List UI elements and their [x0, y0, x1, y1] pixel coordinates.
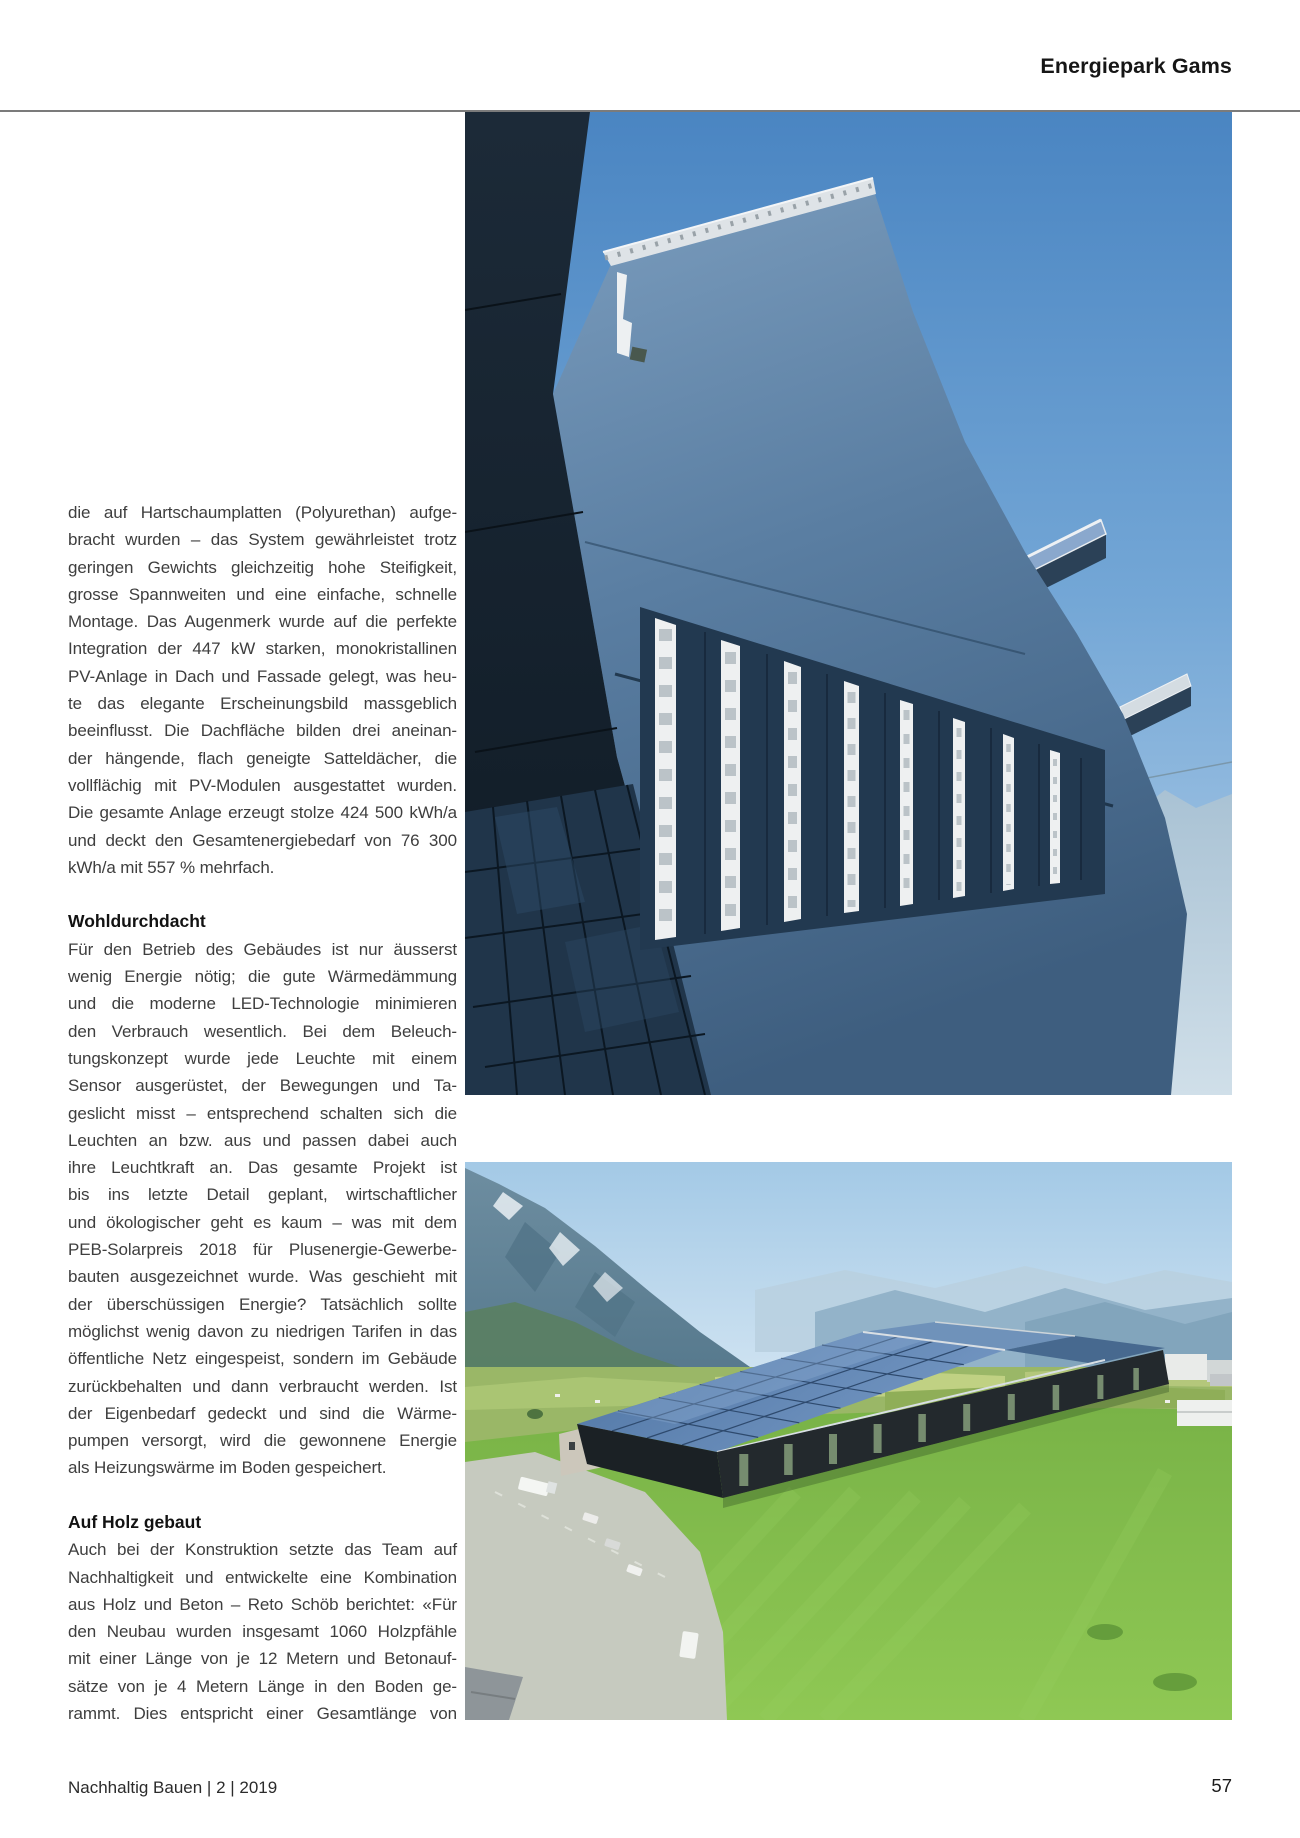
footer-page-number: 57 [1211, 1775, 1232, 1796]
text-line: Für den Betrieb des Gebäudes ist nur äusserst [68, 939, 457, 959]
wohldurchdacht-paragraph [68, 936, 457, 1482]
text-line: Integration der 447 kW starken, monokristallinen [68, 639, 457, 659]
text-line: mit einer Länge von je 12 Metern und Betonauf- [68, 1649, 457, 1669]
text-line: und deckt den Gesamtenergiebedarf von 76 300 [68, 830, 457, 850]
text-line: pumpen versorgt, wird die gewonnene Energie [68, 1431, 457, 1451]
text-line: kWh/a mit 557 % mehrfach. [68, 857, 275, 877]
text-line: vollflächig mit PV-Modulen ausgestattet wurden. [68, 775, 457, 795]
page-title: Energiepark Gams [1040, 54, 1232, 78]
text-line: wenig Energie nötig; die gute Wärmedämmung [68, 967, 457, 987]
facade-photo-illustration [465, 112, 1232, 1095]
footer-magazine: Nachhaltig Bauen | 2 | 2019 [68, 1778, 278, 1797]
text-line: bracht wurden – das System gewährleistet trotz [68, 530, 457, 550]
text-line: ihre Leuchtkraft an. Das gesamte Projekt ist [68, 1158, 457, 1178]
text-line: beeinflusst. Die Dachfläche bilden drei aneinan- [68, 721, 457, 741]
text-line: PV-Anlage in Dach und Fassade gelegt, was heu- [68, 666, 457, 686]
text-line: der Eigenbedarf gedeckt und sind die Wärme- [68, 1403, 457, 1423]
text-line: Montage. Das Augenmerk wurde auf die perfekte [68, 612, 457, 632]
section-heading-auf-holz-gebaut: Auf Holz gebaut [68, 1511, 202, 1532]
intro-paragraph [68, 499, 457, 881]
aerial-photo [465, 1162, 1232, 1720]
text-line: der hängende, flach geneigte Satteldächer, die [68, 748, 457, 768]
section-heading-wohldurchdacht: Wohldurchdacht [68, 911, 206, 932]
text-line: Nachhaltigkeit und entwickelte eine Kombination [68, 1567, 457, 1587]
text-line: bis ins letzte Detail geplant, wirtschaftlicher [68, 1185, 457, 1205]
text-line: den Neubau wurden insgesamt 1060 Holzpfähle [68, 1622, 457, 1642]
text-line: möglichst wenig davon zu niedrigen Tarifen in das [68, 1321, 457, 1341]
article-text-column [68, 499, 457, 1727]
text-line: rammt. Dies entspricht einer Gesamtlänge von [68, 1704, 457, 1724]
auf-holz-gebaut-paragraph [68, 1536, 457, 1727]
text-line: sätze von je 4 Metern Länge in den Boden ge- [68, 1676, 457, 1696]
text-line: Sensor ausgerüstet, der Bewegungen und Ta- [68, 1076, 457, 1096]
text-line: Die gesamte Anlage erzeugt stolze 424 500 kWh/a [68, 803, 457, 823]
text-line: grosse Spannweiten und eine einfache, schnelle [68, 584, 457, 604]
text-line: PEB-Solarpreis 2018 für Plusenergie-Gewerbe- [68, 1240, 457, 1260]
text-line: den Verbrauch wesentlich. Bei dem Beleuch- [68, 1021, 457, 1041]
text-line: als Heizungswärme im Boden gespeichert. [68, 1458, 387, 1478]
text-line: und die moderne LED-Technologie minimieren [68, 994, 457, 1014]
text-line: aus Holz und Beton – Reto Schöb berichtet: «Für [68, 1594, 457, 1614]
text-line: und ökologischer geht es kaum – was mit dem [68, 1212, 457, 1232]
text-line: Auch bei der Konstruktion setzte das Team auf [68, 1540, 457, 1560]
text-line: zurückbehalten und dann verbraucht werden. Ist [68, 1376, 457, 1396]
text-line: der überschüssigen Energie? Tatsächlich sollte [68, 1294, 457, 1314]
facade-photo [465, 112, 1232, 1095]
text-line: bauten ausgezeichnet wurde. Was geschieht mit [68, 1267, 457, 1287]
text-line: geringen Gewichts gleichzeitig hohe Steifigkeit, [68, 557, 457, 577]
aerial-photo-illustration [465, 1162, 1232, 1720]
text-line: die auf Hartschaumplatten (Polyurethan) aufge- [68, 503, 457, 522]
text-line: öffentliche Netz eingespeist, sondern im Gebäude [68, 1349, 457, 1369]
text-line: te das elegante Erscheinungsbild massgeblich [68, 694, 457, 714]
text-line: tungskonzept wurde jede Leuchte mit einem [68, 1048, 457, 1068]
text-line: Leuchten an bzw. aus und passen dabei auch [68, 1130, 457, 1150]
text-line: geslicht misst – entsprechend schalten sich die [68, 1103, 457, 1123]
